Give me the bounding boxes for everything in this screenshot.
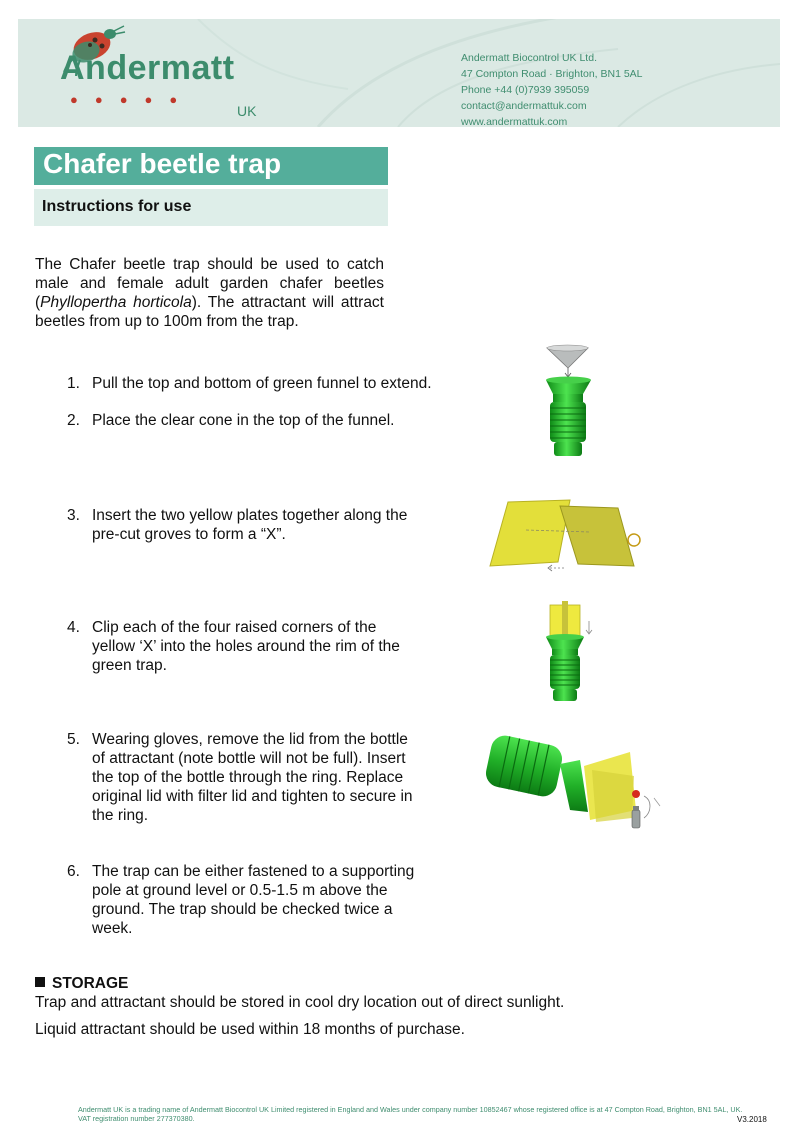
species-name: Phyllopertha horticola (40, 294, 192, 311)
step-text-line: the top of the bottle through the ring. Replace (92, 769, 404, 786)
brand-uk-label: UK (237, 103, 257, 119)
step-5 (67, 730, 437, 825)
step-text: Place the clear cone in the top of the funnel. (92, 412, 395, 429)
page-subtitle: Instructions for use (42, 198, 192, 215)
step-text: Pull the top and bottom of green funnel to extend. (92, 375, 432, 392)
company-website-link[interactable]: www.andermattuk.com (461, 116, 568, 128)
step-1 (67, 374, 467, 393)
trap-with-yellow-x-illustration (540, 599, 602, 703)
funnel-with-cone-illustration (530, 342, 600, 460)
step-text-line: Clip each of the four raised corners of the (92, 619, 377, 636)
step-number: 4. (67, 619, 80, 636)
version-label: V3.2018 (737, 1115, 767, 1124)
brand-dots-decoration: ●●●●● (70, 92, 195, 107)
step-text-line: ground. The trap should be checked twice a (92, 901, 393, 918)
trap-with-attractant-bottle-illustration (484, 726, 668, 844)
storage-text-2: Liquid attractant should be used within 18 months of purchase. (35, 1021, 465, 1038)
page-title: Chafer beetle trap (43, 148, 282, 179)
step-number: 2. (67, 412, 80, 429)
step-text-line: Wearing gloves, remove the lid from the bottle (92, 731, 408, 748)
step-3 (67, 506, 447, 544)
step-text-line: the ring. (92, 807, 149, 824)
brand-wordmark: Andermatt (60, 49, 235, 87)
intro-text-start: The Chafer beetle trap should be used to catch male and female adult garden chafer beetles ( (35, 256, 384, 311)
footer-legal-text: Andermatt UK is a trading name of Andermatt Biocontrol UK Limited registered in England and Wales under company number 10852467 whose registered office is at 47 Compton Road, Brighton, BN1 5AL, UK. (78, 1105, 743, 1114)
company-email-link[interactable]: contact@andermattuk.com (461, 100, 587, 112)
step-4 (67, 618, 427, 675)
step-number: 6. (67, 863, 80, 880)
footer-vat-text: VAT registration number 277370380. (78, 1114, 195, 1123)
square-bullet-icon (35, 977, 45, 987)
intro-text-end: ). The attractant will attract beetles from up to 100m from the trap. (35, 294, 384, 330)
step-6 (67, 862, 437, 938)
step-number: 5. (67, 731, 80, 748)
step-text-line: Insert the two yellow plates together along the (92, 507, 408, 524)
storage-text-1: Trap and attractant should be stored in cool dry location out of direct sunlight. (35, 994, 565, 1011)
company-name: Andermatt Biocontrol UK Ltd. (461, 52, 597, 64)
company-phone: Phone +44 (0)7939 395059 (461, 84, 590, 96)
step-text-line: original lid with filter lid and tighten to secure in (92, 788, 413, 805)
company-address: 47 Compton Road · Brighton, BN1 5AL (461, 68, 643, 80)
step-number: 1. (67, 375, 80, 392)
step-text-line: yellow ‘X’ into the holes around the rim of the (92, 638, 400, 655)
step-text-line: The trap can be either fastened to a supporting (92, 863, 415, 880)
step-2 (67, 411, 467, 430)
storage-heading-text: STORAGE (52, 975, 129, 992)
step-text-line: pole at ground level or 0.5-1.5 m above the (92, 882, 388, 899)
step-text-line: pre-cut groves to form a “X”. (92, 526, 286, 543)
step-text-line: green trap. (92, 657, 167, 674)
yellow-plates-illustration (478, 494, 646, 576)
step-number: 3. (67, 507, 80, 524)
storage-heading (35, 975, 128, 993)
intro-paragraph (35, 255, 384, 331)
step-text-line: of attractant (note bottle will not be full). Insert (92, 750, 406, 767)
step-text-line: week. (92, 920, 133, 937)
